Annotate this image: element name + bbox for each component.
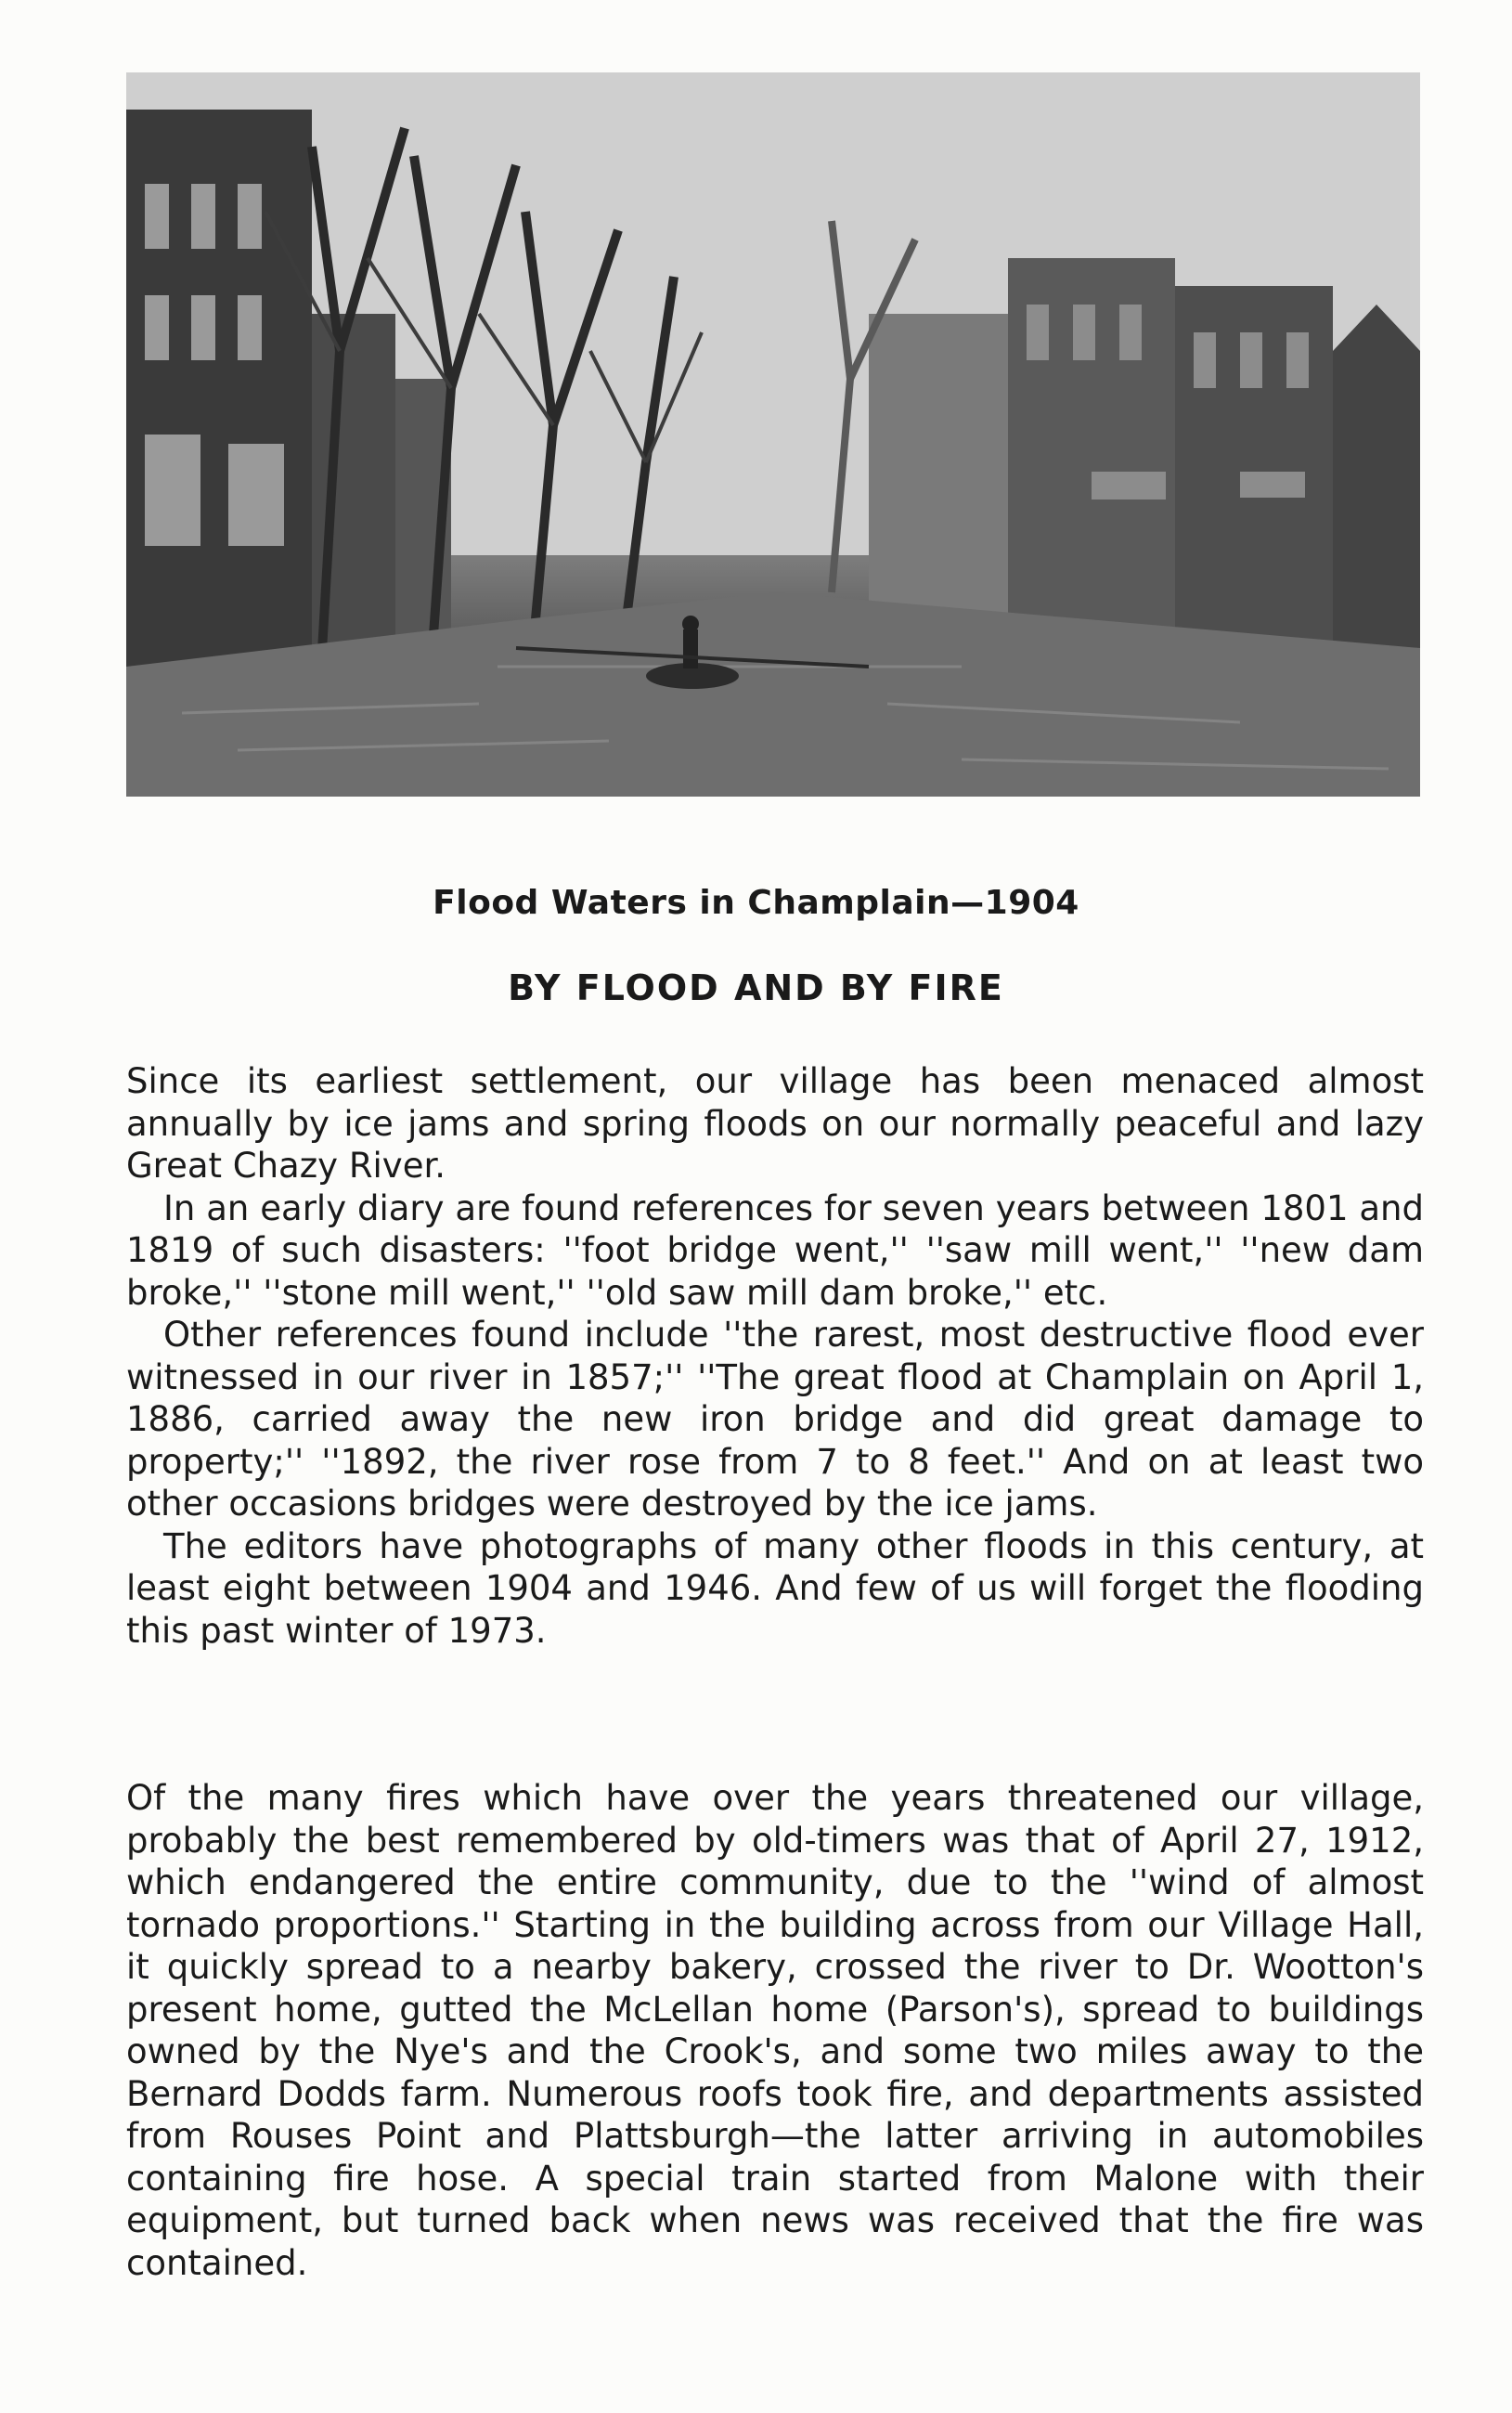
paragraph-flood-intro: Since its earliest settlement, our village has been menaced almost annually by ice jams and spring floods on our normally peaceful and lazy Great Chazy River. (126, 1061, 1424, 1186)
photo-caption: Flood Waters in Champlain—1904 (433, 884, 1079, 922)
paragraph-other-references: Other references found include ''the rarest, most destructive flood ever witnessed in our river in 1857;'' ''The great flood at Champlain on April 1, 1886, carried away the new iron bridge and did great damage to property;'' ''1892, the river rose from 7 to 8 feet.'' And on at least two other occasions bridges were destroyed by the ice jams. (126, 1315, 1424, 1524)
article-heading: BY FLOOD AND BY FIRE (508, 967, 1004, 1008)
paragraph-fire-1912: Of the many fires which have over the years threatened our village, probably the best remembered by old-timers was that of April 27, 1912, which endangered the entire community, due to the ''wind of almost tornado proportions.'' Starting in the building across from our Village Hall, it quickly spread to a nearby bakery, crossed the river to Dr. Wootton's present home, gutted the McLellan home (Parson's), spread to buildings owned by the Nye's and the Crook's, and some two miles away to the Bernard Dodds farm. Numerous roofs took fire, and departments assisted from Rouses Point and Plattsburgh—the latter arriving in automobiles containing fire hose. A special train started from Malone with their equipment, but turned back when news was received that the fire was contained. (126, 1778, 1424, 2283)
paragraph-photographs: The editors have photographs of many other floods in this century, at least eight between 1904 and 1946. And few of us will forget the flooding this past winter of 1973. (126, 1525, 1424, 1651)
flood-photograph (126, 72, 1420, 797)
paragraph-diary-references: In an early diary are found references for seven years between 1801 and 1819 of such disasters: ''foot bridge went,'' ''saw mill went,'' ''new dam broke,'' ''stone mill went,'' ''old saw mill dam broke,'' etc. (126, 1187, 1424, 1313)
flood-photo-illustration (126, 72, 1420, 797)
flood-history-section (126, 1060, 1424, 1652)
fire-history-section (126, 1777, 1424, 2284)
